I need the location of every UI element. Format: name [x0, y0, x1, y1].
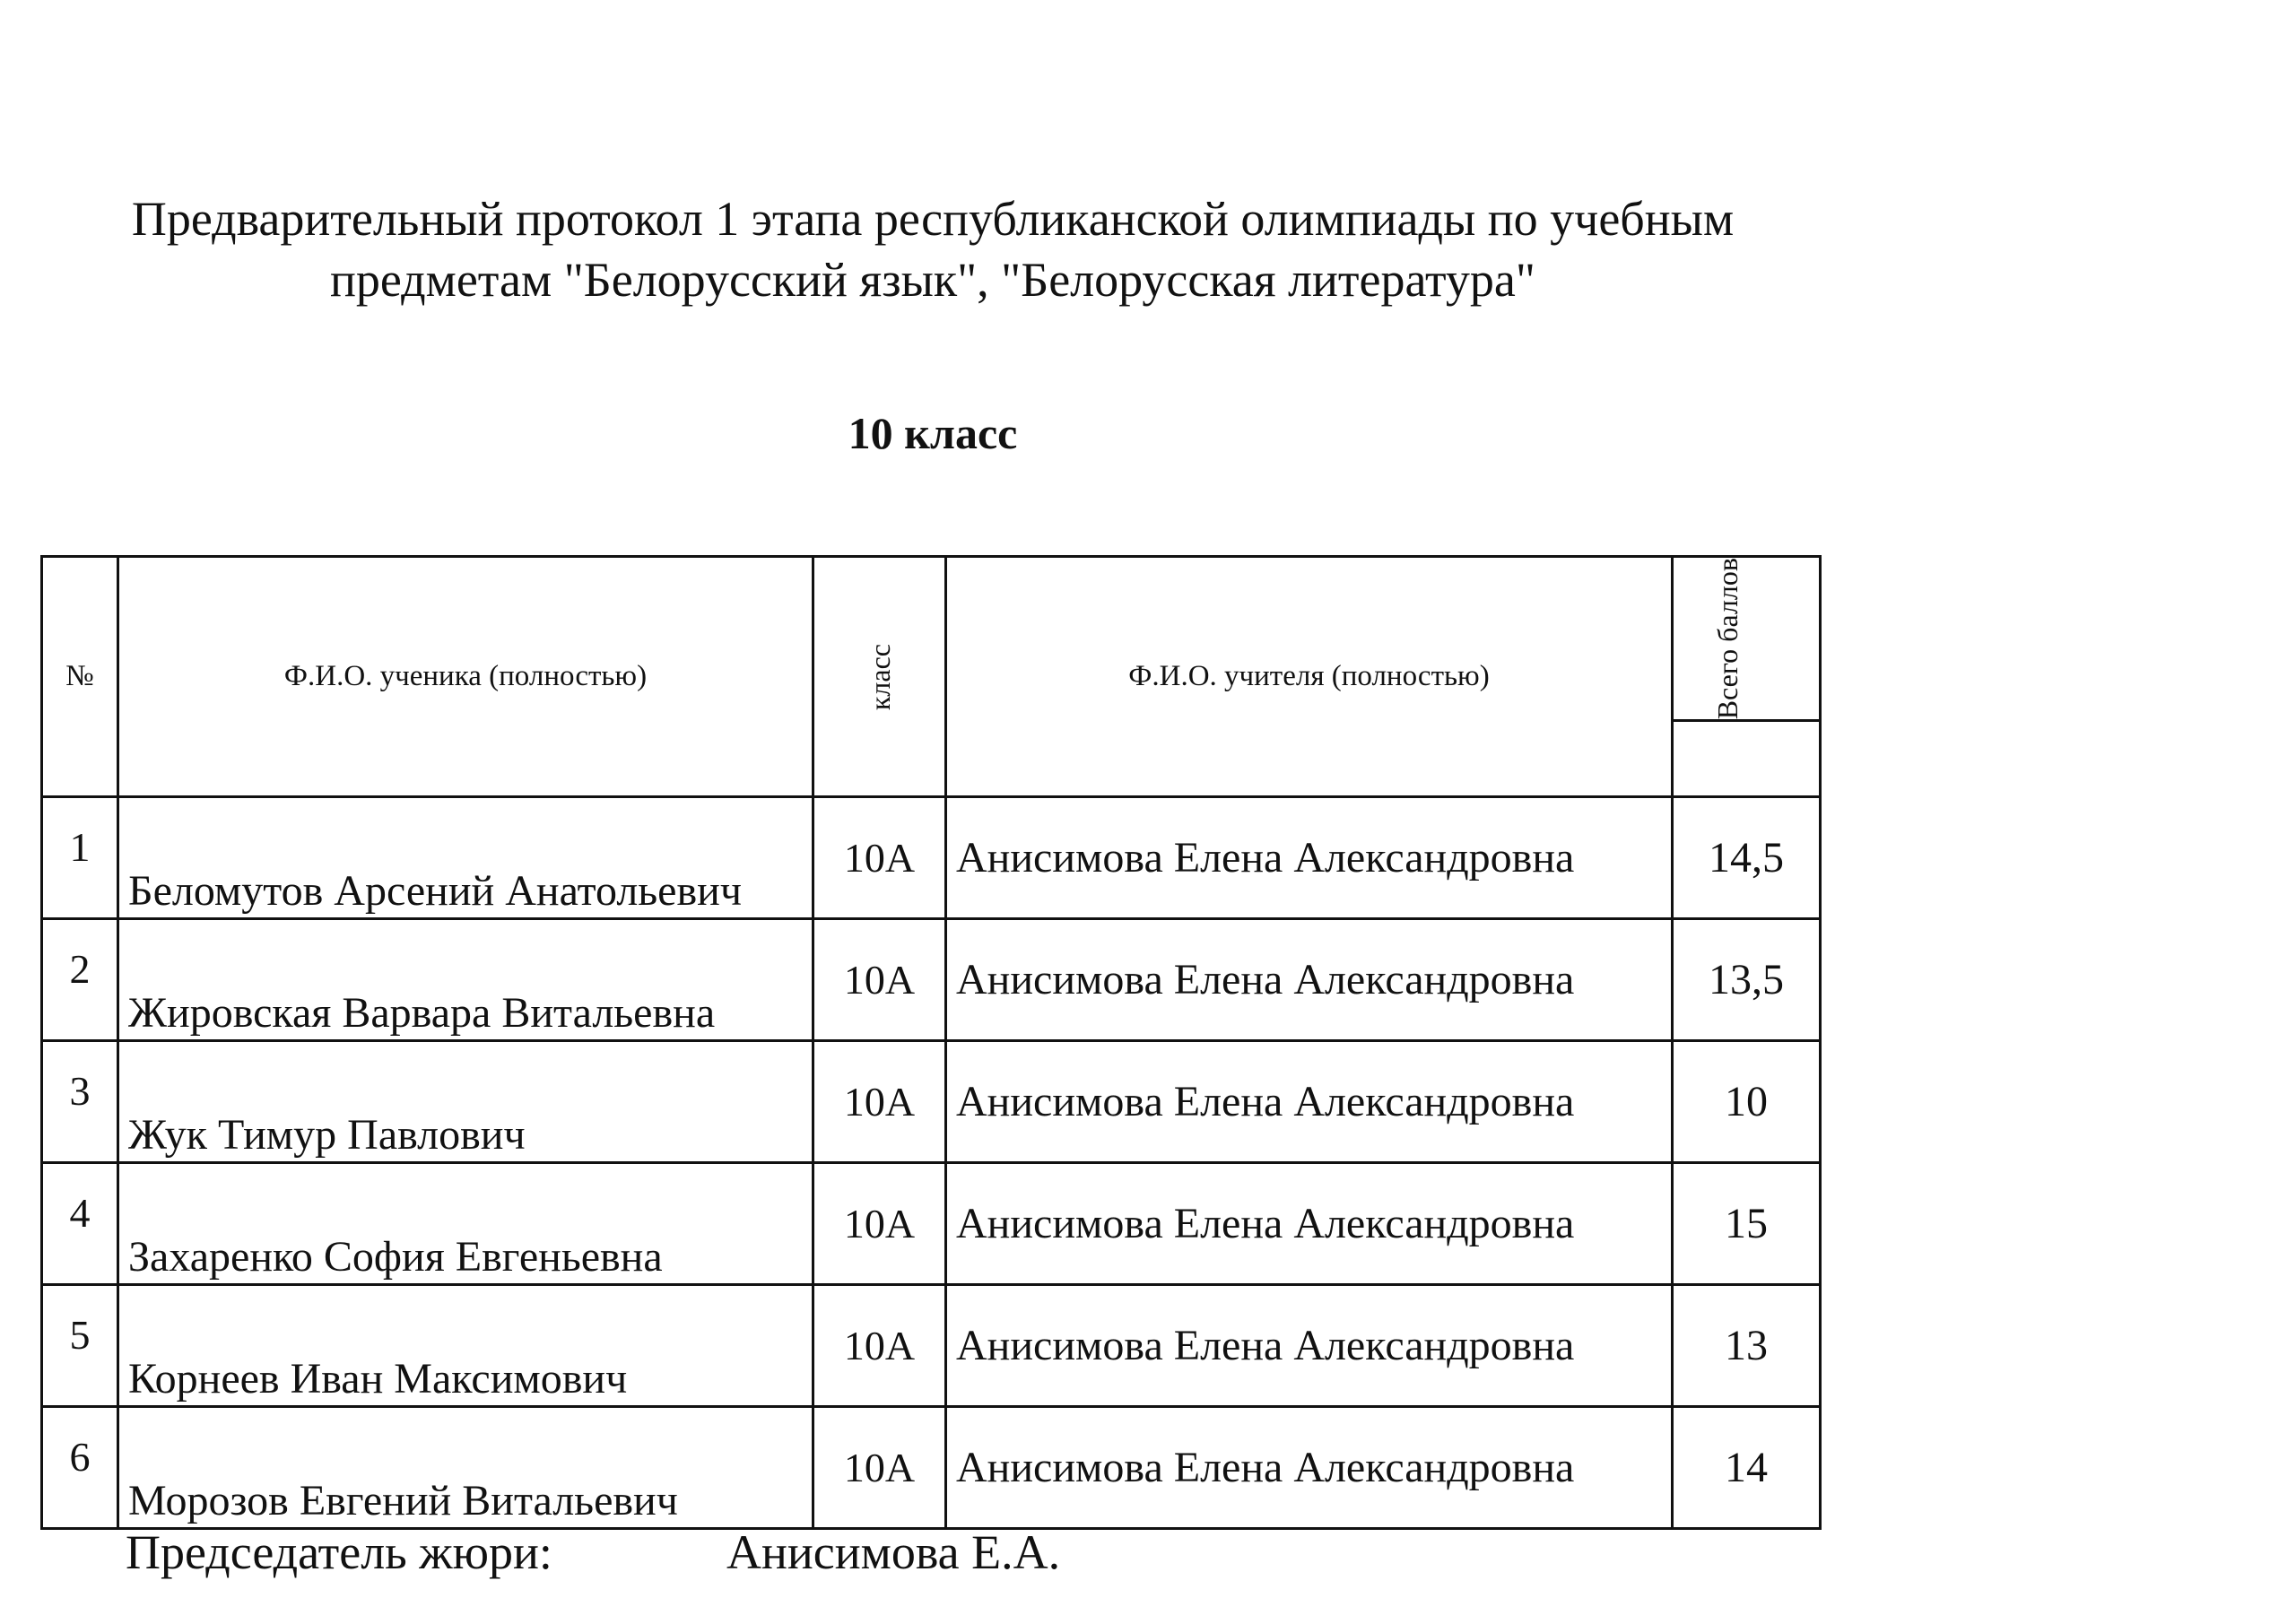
table-body: [42, 797, 1821, 1529]
document-title-line-2: предметам "Белорусский язык", "Белорусская литература": [330, 253, 1535, 307]
row-pupil-name: Жук Тимур Павлович: [118, 1041, 813, 1163]
row-pupil-name: Морозов Евгений Витальевич: [118, 1407, 813, 1529]
jury-chair-label: Председатель жюри:: [126, 1525, 552, 1579]
header-teacher-name: Ф.И.О. учителя (полностью): [946, 557, 1673, 797]
header-total-score-label: Всего баллов: [1711, 558, 1744, 720]
grade-heading: 10 класс: [848, 408, 1018, 458]
row-number: 5: [42, 1285, 118, 1407]
results-table: [40, 555, 1822, 1530]
row-teacher-name: Анисимова Елена Александровна: [946, 797, 1673, 919]
table-header-row: [42, 557, 1821, 721]
row-class: 10А: [813, 919, 946, 1041]
row-pupil-name: Жировская Варвара Витальевна: [118, 919, 813, 1041]
row-number: 6: [42, 1407, 118, 1529]
header-pupil-name: Ф.И.О. ученика (полностью): [118, 557, 813, 797]
row-total-score: 13,5: [1673, 919, 1821, 1041]
row-class: 10А: [813, 1041, 946, 1163]
row-teacher-name: Анисимова Елена Александровна: [946, 1041, 1673, 1163]
table-row: [42, 1163, 1821, 1285]
row-pupil-name: Корнеев Иван Максимович: [118, 1285, 813, 1407]
row-teacher-name: Анисимова Елена Александровна: [946, 1407, 1673, 1529]
row-class: 10А: [813, 1163, 946, 1285]
row-pupil-name: Беломутов Арсений Анатольевич: [118, 797, 813, 919]
row-total-score: 14: [1673, 1407, 1821, 1529]
header-class-label: класс: [863, 643, 896, 710]
row-number: 2: [42, 919, 118, 1041]
table-row: [42, 1407, 1821, 1529]
row-total-score: 13: [1673, 1285, 1821, 1407]
row-teacher-name: Анисимова Елена Александровна: [946, 919, 1673, 1041]
header-number: №: [42, 557, 118, 797]
row-number: 1: [42, 797, 118, 919]
table-row: [42, 1285, 1821, 1407]
row-number: 3: [42, 1041, 118, 1163]
row-class: 10А: [813, 797, 946, 919]
row-total-score: 10: [1673, 1041, 1821, 1163]
row-teacher-name: Анисимова Елена Александровна: [946, 1163, 1673, 1285]
row-total-score: 14,5: [1673, 797, 1821, 919]
jury-chair-name: Анисимова Е.А.: [726, 1525, 1061, 1579]
row-pupil-name: Захаренко София Евгеньевна: [118, 1163, 813, 1285]
table-row: [42, 919, 1821, 1041]
row-class: 10А: [813, 1407, 946, 1529]
row-teacher-name: Анисимова Елена Александровна: [946, 1285, 1673, 1407]
document-title-line-1: Предварительный протокол 1 этапа республиканской олимпиады по учебным: [131, 192, 1735, 246]
table-row: [42, 797, 1821, 919]
row-class: 10А: [813, 1285, 946, 1407]
row-total-score: 15: [1673, 1163, 1821, 1285]
row-number: 4: [42, 1163, 118, 1285]
table-row: [42, 1041, 1821, 1163]
header-class: [813, 557, 946, 797]
document-title: [36, 188, 1830, 310]
header-total-score: [1673, 557, 1821, 721]
header-score-subcell: [1673, 721, 1821, 797]
